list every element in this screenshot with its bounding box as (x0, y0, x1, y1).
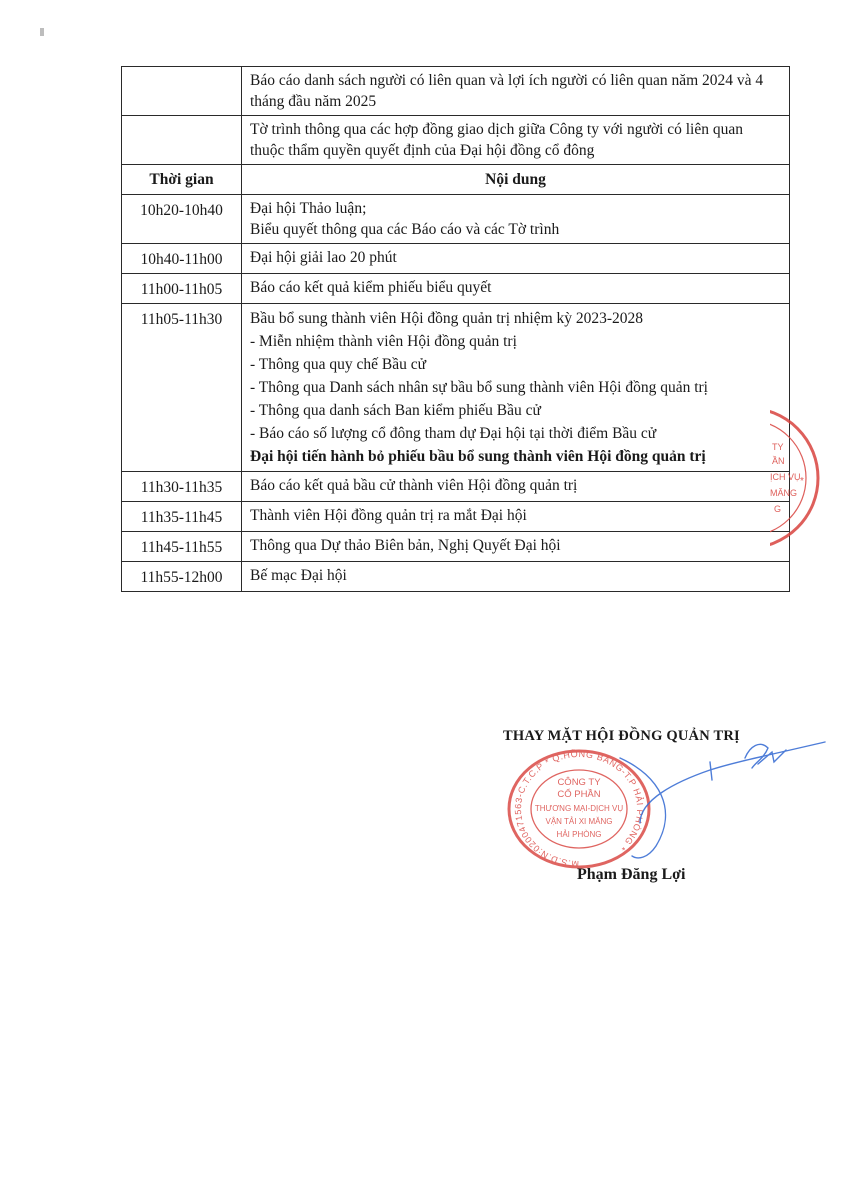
seal-line: CÔNG TY (557, 777, 601, 788)
svg-text:MĂNG: MĂNG (770, 488, 797, 498)
seal-outer-text: M.S.D.N:0200471563-C.T.C.P * Q.HỒNG BÀNG-T.P HẢI PHÒNG * (512, 748, 646, 869)
svg-text:*: * (800, 476, 804, 487)
agenda-line: Bầu bổ sung thành viên Hội đồng quản trị nhiệm kỳ 2023-2028 (250, 310, 644, 327)
agenda-line: Biểu quyết thông qua các Báo cáo và các Tờ trình (250, 221, 560, 238)
agenda-line: - Thông qua Danh sách nhân sự bầu bổ sung thành viên Hội đồng quản trị (250, 379, 708, 396)
table-row (122, 304, 790, 472)
table-row (122, 532, 790, 562)
table-row (122, 67, 790, 116)
agenda-line: Đại hội Thảo luận; (250, 200, 367, 217)
time-cell: 10h40-11h00 (122, 244, 242, 274)
content-cell (242, 195, 790, 244)
agenda-line: Báo cáo kết quả kiểm phiếu biểu quyết (250, 279, 492, 296)
seal-partial-stamp (770, 400, 820, 556)
content-cell (242, 116, 790, 165)
time-cell: 11h45-11h55 (122, 532, 242, 562)
scan-speck (40, 28, 44, 36)
agenda-line: Thành viên Hội đồng quản trị ra mắt Đại hội (250, 507, 527, 524)
agenda-line: - Báo cáo số lượng cổ đông tham dự Đại hội tại thời điểm Bầu cử (250, 425, 657, 442)
time-cell: 11h05-11h30 (122, 304, 242, 472)
signature-title: THAY MẶT HỘI ĐỒNG QUẢN TRỊ (503, 728, 740, 744)
table-row (122, 472, 790, 502)
svg-text:ẦN: ẦN (772, 456, 785, 466)
agenda-line: Bế mạc Đại hội (250, 567, 347, 584)
handwritten-signature (560, 728, 835, 878)
seal-line: CỔ PHẦN (557, 789, 601, 800)
table-row (122, 116, 790, 165)
seal-line: HẢI PHÒNG (556, 830, 602, 839)
seal-line: VẬN TẢI XI MĂNG (545, 817, 613, 826)
agenda-line: Báo cáo kết quả bầu cử thành viên Hội đồng quản trị (250, 477, 578, 494)
agenda-line: Đại hội giải lao 20 phút (250, 249, 397, 266)
table-row (122, 244, 790, 274)
table-header-row (122, 165, 790, 195)
column-header-time: Thời gian (122, 165, 242, 195)
content-cell (242, 244, 790, 274)
time-cell: 10h20-10h40 (122, 195, 242, 244)
table-row (122, 502, 790, 532)
continued-item: Tờ trình thông qua các hợp đồng giao dịch giữa Công ty với người có liên quan thuộc thẩm quyền quyết định của Đại hội đồng cổ đông (250, 121, 743, 159)
content-cell (242, 532, 790, 562)
agenda-line: - Thông qua quy chế Bầu cử (250, 356, 426, 373)
content-cell (242, 562, 790, 592)
svg-text:TY: TY (772, 442, 784, 452)
content-cell (242, 67, 790, 116)
time-cell: 11h55-12h00 (122, 562, 242, 592)
svg-text:ỊCH VỤ: ỊCH VỤ (770, 472, 801, 482)
time-cell: 11h00-11h05 (122, 274, 242, 304)
column-header-content: Nội dung (242, 165, 790, 195)
agenda-line: Thông qua Dự thảo Biên bản, Nghị Quyết Đại hội (250, 537, 561, 554)
signer-name: Phạm Đăng Lợi (577, 866, 686, 883)
table-row (122, 562, 790, 592)
agenda-line-bold: Đại hội tiến hành bỏ phiếu bầu bổ sung thành viên Hội đồng quản trị (250, 448, 706, 465)
seal-line: THƯƠNG MẠI-DỊCH VỤ (534, 804, 624, 813)
time-cell: 11h35-11h45 (122, 502, 242, 532)
content-cell (242, 274, 790, 304)
content-cell (242, 472, 790, 502)
table-row (122, 274, 790, 304)
continued-item: Báo cáo danh sách người có liên quan và lợi ích người có liên quan năm 2024 và 4 tháng đầu năm 2025 (250, 72, 764, 110)
content-cell (242, 304, 790, 472)
time-cell (122, 116, 242, 165)
agenda-table (121, 66, 790, 592)
agenda-line: - Miễn nhiệm thành viên Hội đồng quản trị (250, 333, 517, 350)
content-cell (242, 502, 790, 532)
time-cell (122, 67, 242, 116)
table-row (122, 195, 790, 244)
svg-text:G: G (774, 504, 782, 514)
time-cell: 11h30-11h35 (122, 472, 242, 502)
agenda-line: - Thông qua danh sách Ban kiểm phiếu Bầu cử (250, 402, 541, 419)
